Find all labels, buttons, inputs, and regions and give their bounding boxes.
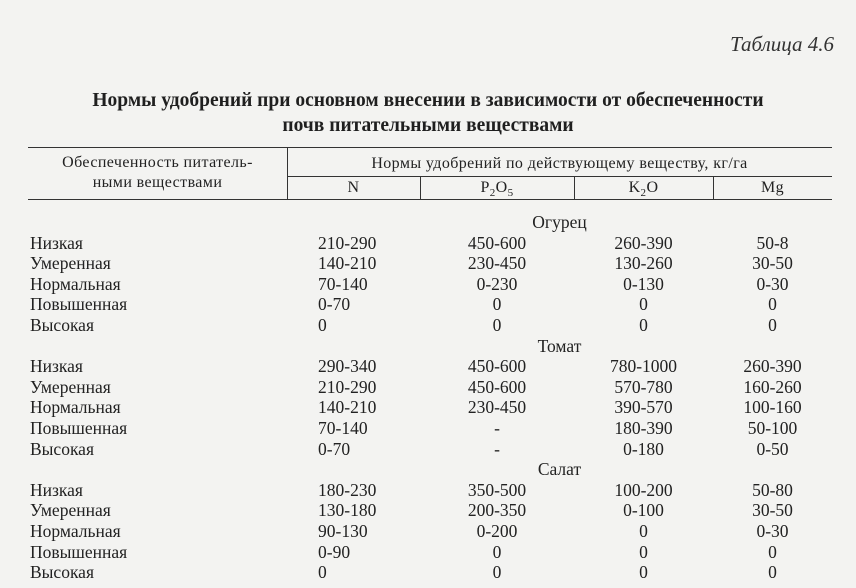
cell-level: Повышенная <box>30 418 128 438</box>
cell-n: 290-340 <box>318 356 377 377</box>
cell-k2o: 100-200 <box>614 479 673 500</box>
cell-k2o: 570-780 <box>614 376 673 397</box>
cell-p2o5: 0-230 <box>476 273 518 294</box>
cell-p2o5: 200-350 <box>467 500 527 521</box>
header-supply-level <box>28 153 287 193</box>
cell-mg: 50-100 <box>747 418 798 438</box>
cell-mg: 30-50 <box>752 253 793 274</box>
cell-mg: 0-50 <box>756 438 789 459</box>
cell-n: 70-140 <box>318 273 368 294</box>
cell-n: 0-70 <box>318 438 351 459</box>
cell-p2o5: - <box>494 438 500 459</box>
header-norms-span: Нормы удобрений по действующему веществу, кг/га <box>371 155 748 172</box>
cell-level: Нормальная <box>30 397 121 418</box>
cell-k2o: 180-390 <box>614 418 673 438</box>
cell-n: 210-290 <box>318 376 377 397</box>
cell-level: Высокая <box>30 562 95 583</box>
header-supply-line-2: ными веществами <box>92 174 223 191</box>
title-line-2: почв питательными веществами <box>282 115 574 136</box>
cell-mg: 50-80 <box>752 479 793 500</box>
header-supply-line-1: Обеспеченность питатель- <box>62 154 253 171</box>
subheader-rule <box>287 176 832 177</box>
cell-n: 180-230 <box>318 479 377 500</box>
cell-mg: 0 <box>768 562 777 583</box>
cell-mg: 30-50 <box>752 500 793 521</box>
cell-n: 140-210 <box>318 397 377 418</box>
cell-n: 210-290 <box>318 232 377 253</box>
header-k2o <box>574 178 713 203</box>
header-p-subscript: 2 <box>489 187 496 200</box>
header-p2o5 <box>420 178 574 203</box>
cell-k2o: 260-390 <box>614 232 673 253</box>
cell-p2o5: - <box>494 418 500 438</box>
cell-level: Высокая <box>30 315 95 335</box>
cell-n: 140-210 <box>318 253 377 274</box>
cell-level: Низкая <box>30 479 83 500</box>
cell-n: 0 <box>318 315 327 335</box>
cell-p2o5: 0 <box>492 562 502 583</box>
cell-k2o: 0-130 <box>623 273 664 294</box>
cell-k2o: 390-570 <box>614 397 673 418</box>
cell-level: Повышенная <box>30 541 128 562</box>
crop-heading: Салат <box>537 459 582 480</box>
cell-p2o5: 0-200 <box>476 521 518 541</box>
cell-mg: 160-260 <box>743 376 802 397</box>
cell-k2o: 0-180 <box>623 438 664 459</box>
cell-p2o5: 450-600 <box>467 356 527 377</box>
cell-mg: 0 <box>768 294 777 315</box>
cell-p2o5: 350-500 <box>467 479 527 500</box>
cell-n: 130-180 <box>318 500 377 521</box>
cell-k2o: 0 <box>639 541 648 562</box>
cell-level: Умеренная <box>30 253 111 274</box>
cell-level: Высокая <box>30 438 95 459</box>
cell-mg: 100-160 <box>743 397 802 418</box>
table-number: Таблица 4.6 <box>730 32 834 56</box>
cell-level: Нормальная <box>30 521 121 541</box>
cell-k2o: 780-1000 <box>609 356 678 377</box>
crop-heading: Огурец <box>532 212 587 232</box>
cell-mg: 0-30 <box>756 273 789 294</box>
cell-level: Умеренная <box>30 376 111 397</box>
cell-k2o: 0 <box>639 562 648 583</box>
header-p-oxygen: O <box>495 179 508 196</box>
top-rule <box>28 147 832 148</box>
cell-p2o5: 0 <box>492 315 502 335</box>
cell-mg: 0 <box>768 541 777 562</box>
cell-mg: 0 <box>768 315 777 335</box>
header-p-oxygen-subscript: 5 <box>507 187 514 200</box>
header-n: N <box>347 179 360 196</box>
cell-n: 0 <box>318 562 327 583</box>
cell-mg: 260-390 <box>743 356 802 377</box>
cell-k2o: 0 <box>639 315 648 335</box>
crop-heading: Томат <box>537 335 582 356</box>
cell-level: Умеренная <box>30 500 111 521</box>
cell-p2o5: 0 <box>492 541 502 562</box>
cell-k2o: 0-100 <box>623 500 664 521</box>
cell-level: Нормальная <box>30 273 121 294</box>
header-k-symbol: K <box>628 179 641 196</box>
header-k-oxygen: O <box>646 179 659 196</box>
cell-k2o: 130-260 <box>614 253 673 274</box>
cell-n: 0-70 <box>318 294 351 315</box>
cell-level: Повышенная <box>30 294 128 315</box>
cell-n: 90-130 <box>318 521 368 541</box>
cell-n: 70-140 <box>318 418 368 438</box>
cell-mg: 50-8 <box>756 232 789 253</box>
header-k-subscript: 2 <box>640 187 647 200</box>
header-p-symbol: P <box>480 179 490 196</box>
title-line-1: Нормы удобрений при основном внесении в зависимости от обеспеченности <box>92 90 764 111</box>
cell-p2o5: 450-600 <box>467 376 527 397</box>
cell-level: Низкая <box>30 232 83 253</box>
header-mg: Mg <box>760 179 785 196</box>
cell-n: 0-90 <box>318 541 351 562</box>
cell-p2o5: 450-600 <box>467 232 527 253</box>
table-title <box>0 88 856 138</box>
cell-p2o5: 0 <box>492 294 502 315</box>
cell-mg: 0-30 <box>756 521 789 541</box>
cell-p2o5: 230-450 <box>467 397 527 418</box>
cell-k2o: 0 <box>639 294 648 315</box>
cell-level: Низкая <box>30 356 83 377</box>
cell-k2o: 0 <box>639 521 648 541</box>
cell-p2o5: 230-450 <box>467 253 527 274</box>
